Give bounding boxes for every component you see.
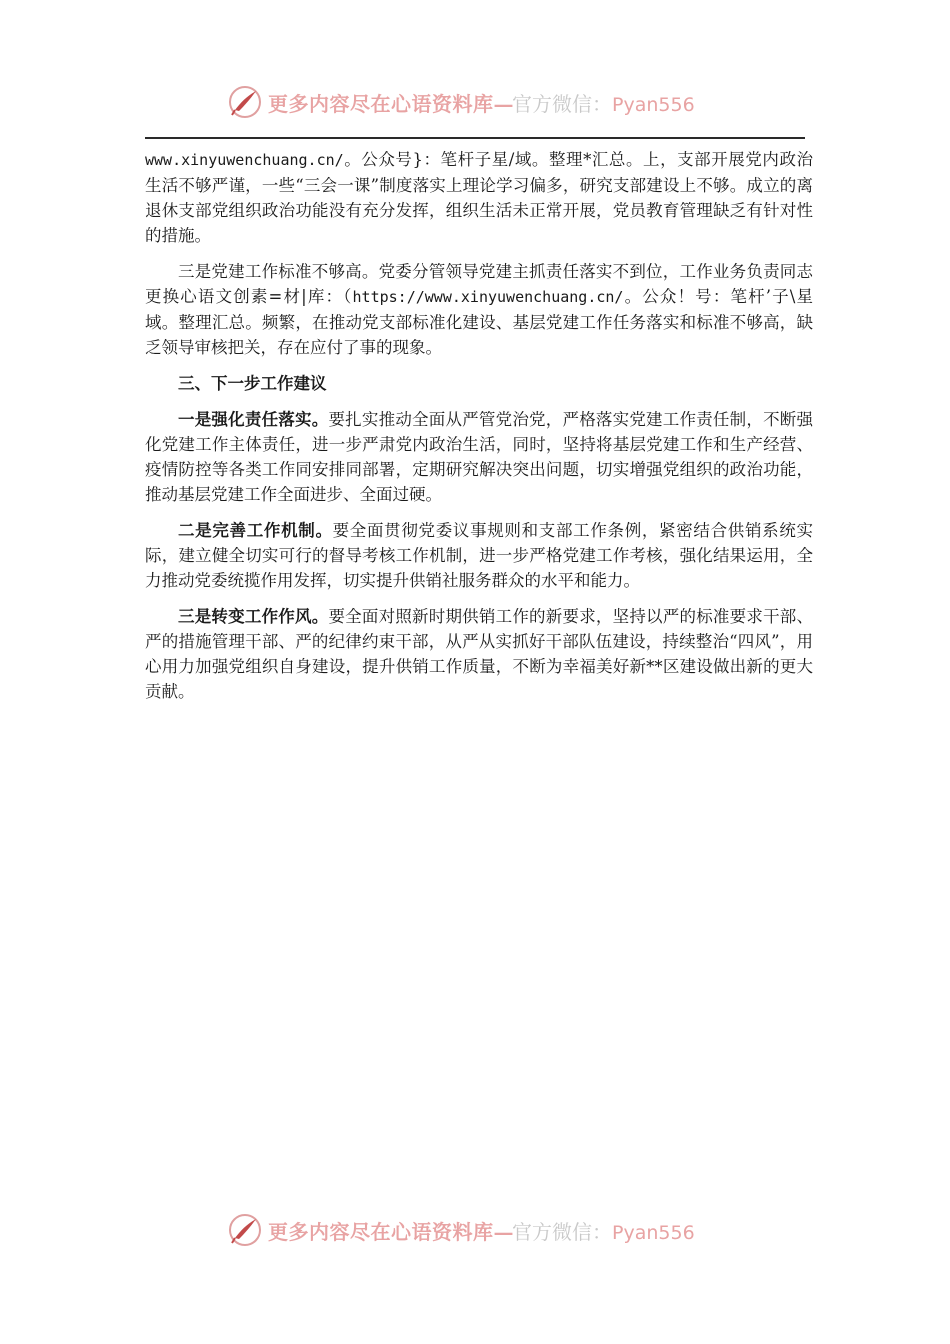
paragraph-1: www.xinyuwenchuang.cn/。公众号}：笔杆子星/域。整理*汇总。上，支部开展党内政治生活不够严谨，一些“三会一课”制度落实上理论学习偏多，研究支部建设上不够。成立的离退休支部党组织政治功能没有充分发挥，组织生活未正常开展，党员教育管理缺乏有针对性的措施。 <box>145 150 813 245</box>
suggestion-2: 二是完善工作机制。要全面贯彻党委议事规则和支部工作条例，紧密结合供销系统实际，建立健全切实可行的督导考核工作机制，进一步严格党建工作考核，强化结果运用，全力推动党委统揽作用发挥，切实提升供销社服务群众的水平和能力。 <box>145 521 814 590</box>
banner-slogan: 更多内容尽在心语资料库— <box>268 1220 514 1244</box>
suggestion-3-title: 三是转变工作作风。 <box>178 607 329 626</box>
banner-wechat: 官方微信：Pyan556 <box>512 1220 695 1244</box>
site-url-2: https://www.xinyuwenchuang.cn/ <box>352 288 624 306</box>
document-body <box>145 147 813 715</box>
suggestion-3: 三是转变工作作风。要全面对照新时期供销工作的新要求，坚持以严的标准要求干部、严的措施管理干部、严的纪律约束干部，从严从实抓好干部队伍建设，持续整治“四风”，用心用力加强党组织自身建设，提升供销工作质量，不断为幸福美好新**区建设做出新的更大贡献。 <box>145 607 814 701</box>
wechat-id: Pyan556 <box>612 94 695 116</box>
quill-logo-icon <box>227 1212 263 1248</box>
header-banner <box>0 80 950 124</box>
section-heading: 三、下一步工作建议 <box>178 374 327 393</box>
site-url: www.xinyuwenchuang.cn/ <box>145 151 344 169</box>
suggestion-2-title: 二是完善工作机制。 <box>178 521 333 540</box>
wechat-id: Pyan556 <box>612 1222 695 1244</box>
paragraph-2: 三是党建工作标准不够高。党委分管领导党建主抓责任落实不到位，工作业务负责同志更换心语文创素=材|库：（https://www.xinyuwenchuang.cn/。公众！号：笔杆’子\星域。整理汇总。频繁，在推动党支部标准化建设、基层党建工作任务落实和标准不够高，缺乏领导审核把关，存在应付了事的现象。 <box>145 262 813 357</box>
quill-logo-icon <box>227 84 263 120</box>
suggestion-1: 一是强化责任落实。要扎实推动全面从严管党治党，严格落实党建工作责任制，不断强化党建工作主体责任，进一步严肃党内政治生活，同时，坚持将基层党建工作和生产经营、疫情防控等各类工作同安排同部署，定期研究解决突出问题，切实增强党组织的政治功能，推动基层党建工作全面进步、全面过硬。 <box>145 410 814 504</box>
banner-wechat: 官方微信：Pyan556 <box>512 92 695 116</box>
header-divider <box>145 137 805 139</box>
banner-slogan: 更多内容尽在心语资料库— <box>268 92 514 116</box>
suggestion-1-title: 一是强化责任落实。 <box>178 410 329 429</box>
footer-banner <box>0 1208 950 1252</box>
